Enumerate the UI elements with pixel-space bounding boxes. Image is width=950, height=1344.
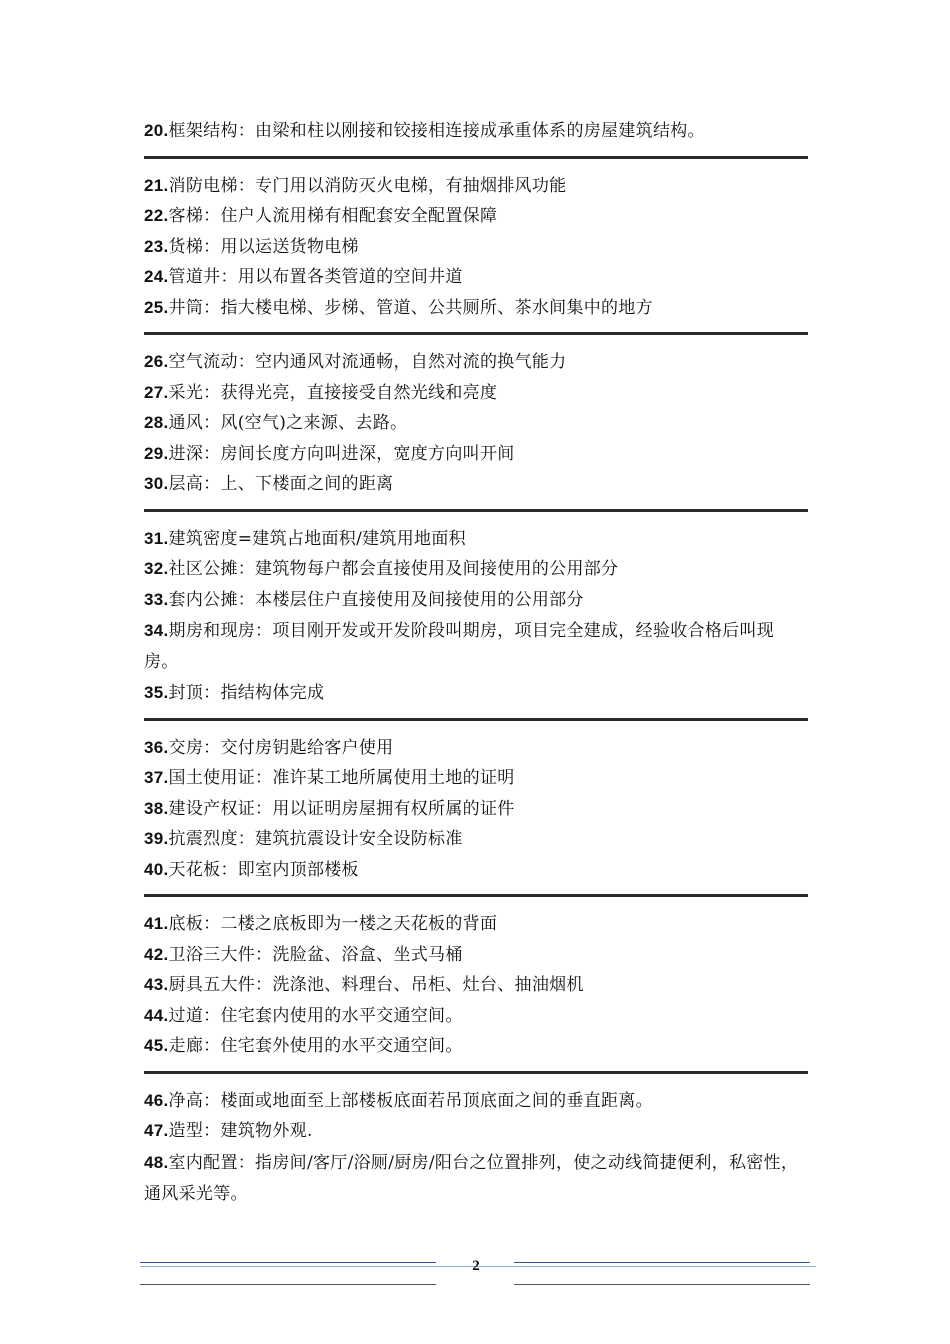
footer-rule-left-bottom — [140, 1284, 436, 1285]
term-item: 37.国土使用证：准许某工地所属使用土地的证明 — [144, 768, 515, 788]
footer-rule-right-top — [514, 1262, 810, 1263]
content-area — [144, 116, 808, 1210]
term-item: 47.造型：建筑物外观. — [144, 1121, 313, 1141]
section-divider — [144, 894, 808, 897]
term-group-3 — [144, 347, 808, 500]
term-item: 39.抗震烈度：建筑抗震设计安全设防标准 — [144, 829, 463, 849]
term-item: 43.厨具五大件：洗涤池、料理台、吊柜、灶台、抽油烟机 — [144, 975, 584, 995]
term-item: 30.层高：上、下楼面之间的距离 — [144, 474, 394, 494]
term-item: 29.进深：房间长度方向叫进深，宽度方向叫开间 — [144, 443, 515, 464]
section-divider — [144, 718, 808, 721]
term-item: 20.框架结构：由梁和柱以刚接和铰接相连接成承重体系的房屋建筑结构。 — [144, 121, 705, 141]
term-item: 31.建筑密度=建筑占地面积/建筑用地面积 — [144, 528, 466, 549]
term-item: 27.采光：获得光亮，直接接受自然光线和亮度 — [144, 382, 498, 403]
term-item: 21.消防电梯：专门用以消防灭火电梯，有抽烟排风功能 — [144, 175, 567, 196]
term-item: 36.交房：交付房钥匙给客户使用 — [144, 737, 394, 758]
term-item: 25.井筒：指大楼电梯、步梯、管道、公共厕所、茶水间集中的地方 — [144, 297, 653, 318]
term-group-7 — [144, 1086, 808, 1210]
term-group-5 — [144, 733, 808, 886]
term-group-6 — [144, 909, 808, 1062]
term-item: 48.室内配置：指房间/客厅/浴厕/厨房/阳台之位置排列，使之动线简捷便利，私密性，通风采光等。 — [144, 1152, 799, 1204]
term-group-2 — [144, 171, 808, 324]
term-item: 41.底板：二楼之底板即为一楼之天花板的背面 — [144, 914, 498, 934]
section-divider — [144, 332, 808, 335]
term-item: 28.通风：风(空气)之来源、去路。 — [144, 413, 408, 433]
term-item: 24.管道井：用以布置各类管道的空间井道 — [144, 267, 463, 287]
term-item: 34.期房和现房：项目刚开发或开发阶段叫期房，项目完全建成，经验收合格后叫现房。 — [144, 621, 775, 672]
page-number: 2 — [472, 1258, 480, 1274]
term-item: 26.空气流动：空内通风对流通畅，自然对流的换气能力 — [144, 352, 567, 372]
term-item: 22.客梯：住户人流用梯有相配套安全配置保障 — [144, 206, 498, 226]
term-item: 32.社区公摊：建筑物每户都会直接使用及间接使用的公用部分 — [144, 559, 619, 579]
term-item: 35.封顶：指结构体完成 — [144, 683, 325, 703]
term-group-1 — [144, 116, 808, 147]
page-footer — [136, 1258, 818, 1292]
footer-rule-left-top — [140, 1262, 436, 1263]
term-group-4 — [144, 524, 808, 709]
term-item: 45.走廊：住宅套外使用的水平交通空间。 — [144, 1036, 463, 1056]
term-item: 46.净高：楼面或地面至上部楼板底面若吊顶底面之间的垂直距离。 — [144, 1090, 653, 1111]
term-item: 42.卫浴三大件：洗脸盆、浴盒、坐式马桶 — [144, 944, 463, 965]
section-divider — [144, 1071, 808, 1074]
section-divider — [144, 509, 808, 512]
section-divider — [144, 156, 808, 159]
term-item: 23.货梯：用以运送货物电梯 — [144, 236, 359, 257]
term-item: 33.套内公摊：本楼层住户直接使用及间接使用的公用部分 — [144, 589, 584, 610]
footer-rule-right-bottom — [514, 1284, 810, 1285]
term-item: 40.天花板：即室内顶部楼板 — [144, 859, 359, 880]
term-item: 38.建设产权证：用以证明房屋拥有权所属的证件 — [144, 798, 515, 819]
term-item: 44.过道：住宅套内使用的水平交通空间。 — [144, 1005, 463, 1026]
